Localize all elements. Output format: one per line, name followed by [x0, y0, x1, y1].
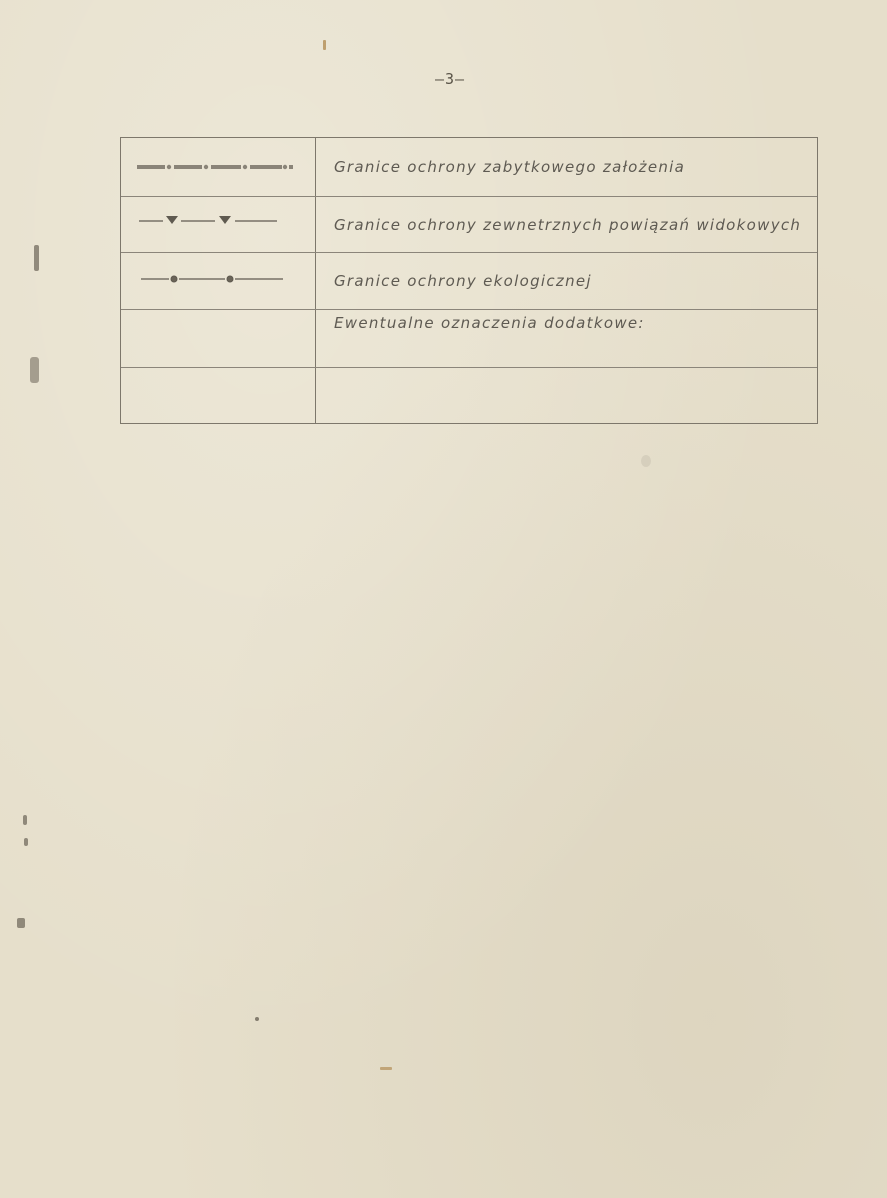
legend-symbol-cell — [121, 310, 316, 367]
legend-label: Granice ochrony zewnetrznych powiązań widokowych — [334, 215, 802, 234]
triangle-line-icon — [121, 197, 316, 253]
legend-row — [121, 253, 817, 310]
legend-label: Granice ochrony ekologicznej — [334, 272, 592, 290]
legend-label — [316, 368, 817, 423]
legend-symbol-cell — [121, 253, 316, 309]
circle-line-icon — [121, 253, 316, 310]
legend-label: Ewentualne oznaczenia dodatkowe: — [334, 314, 645, 332]
legend-row — [121, 197, 817, 253]
legend-label: Granice ochrony zabytkowego założenia — [334, 158, 686, 176]
legend-row — [121, 138, 817, 197]
legend-table — [120, 137, 818, 424]
legend-row — [121, 368, 817, 423]
legend-row — [121, 310, 817, 368]
legend-symbol-cell — [121, 368, 316, 423]
dashed-dot-line-icon — [121, 138, 316, 197]
legend-symbol-cell — [121, 138, 316, 196]
page-number: –3– — [434, 70, 466, 88]
legend-symbol-cell — [121, 197, 316, 252]
